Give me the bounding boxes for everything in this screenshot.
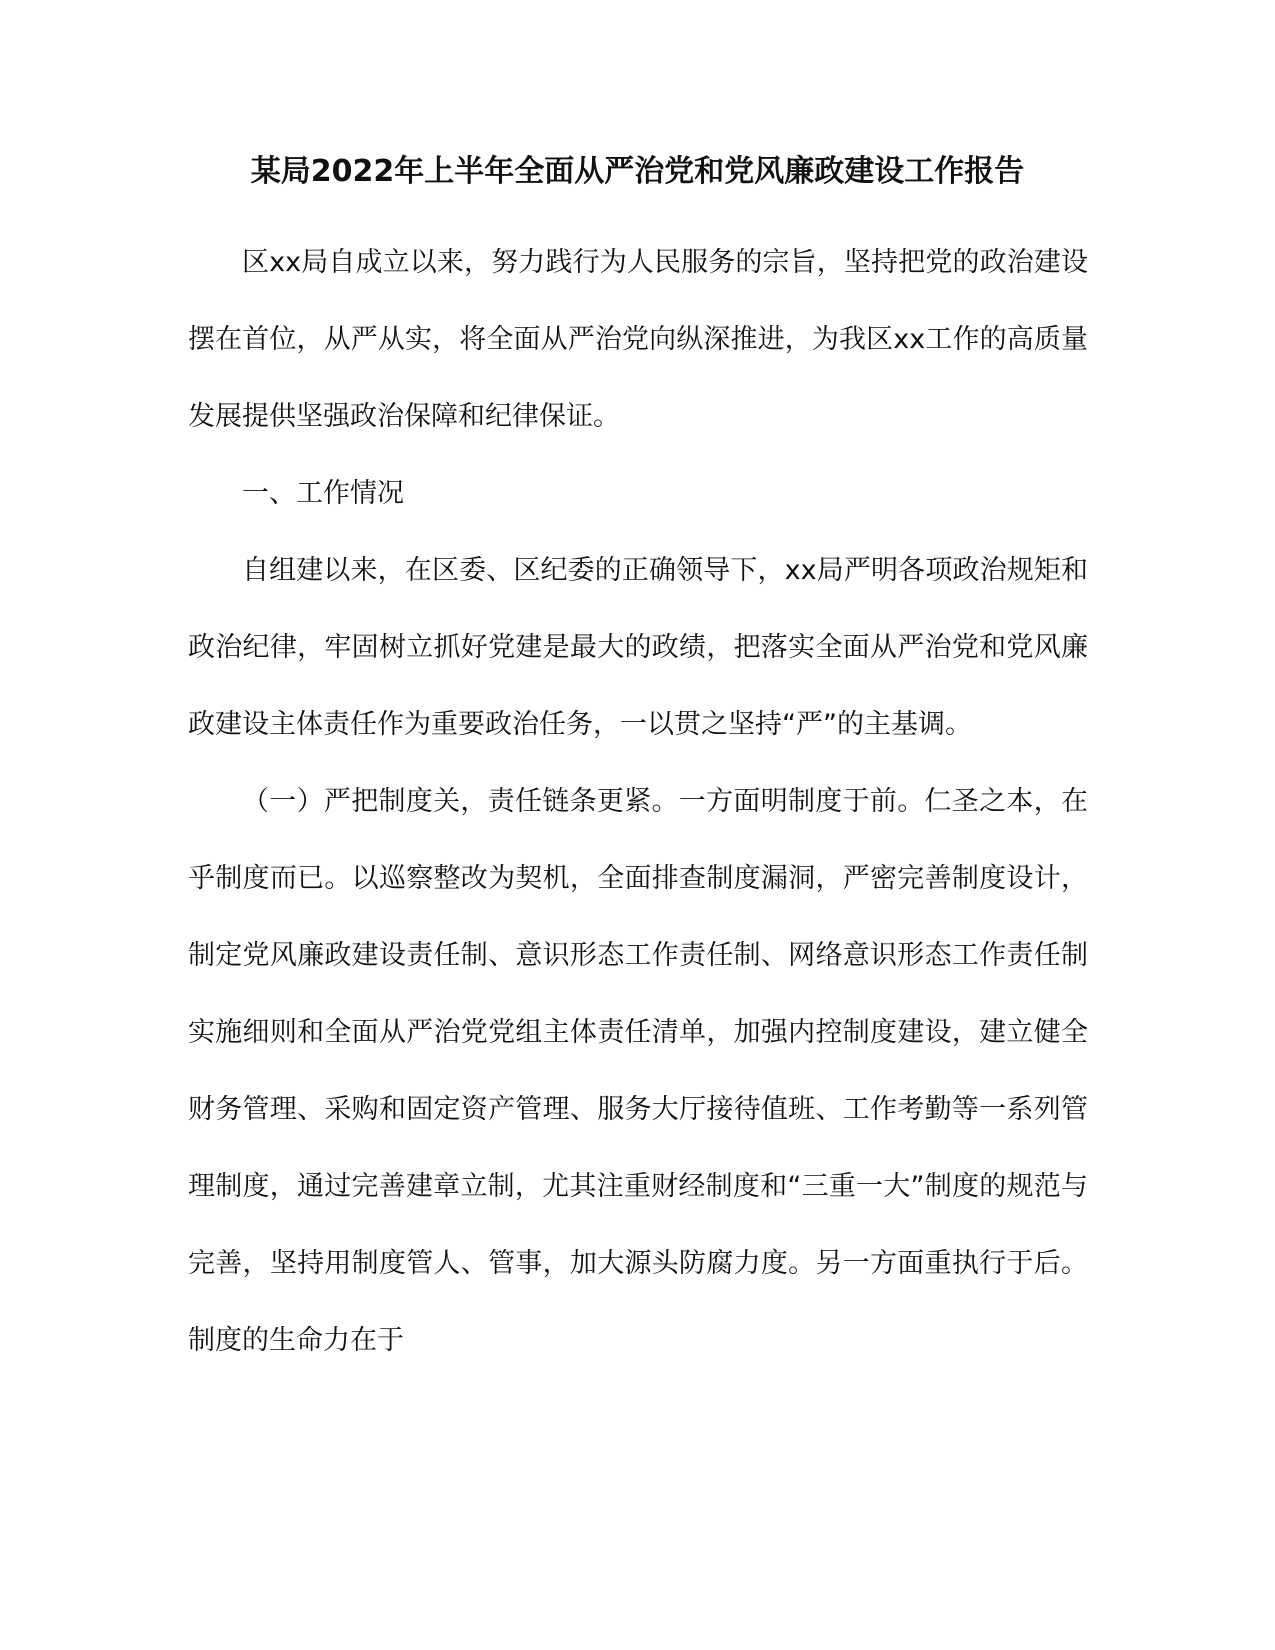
section-heading-work-status: 一、工作情况 [242,478,404,509]
document-title: 某局2022年上半年全面从严治党和党风廉政建设工作报告 [250,154,1025,189]
paragraph-subsection-1: （一）严把制度关，责任链条更紧。一方面明制度于前。仁圣之本，在乎制度而已。以巡察整改为契机，全面排查制度漏洞，严密完善制度设计，制定党风廉政建设责任制、意识形态工作责任制、网络意识形态工作责任制实施细则和全面从严治党党组主体责任清单，加强内控制度建设，建立健全财务管理、采购和固定资产管理、服务大厅接待值班、工作考勤等一系列管理制度，通过完善建章立制，尤其注重财经制度和“三重一大”制度的规范与完善，坚持用制度管人、管事，加大源头防腐力度。另一方面重执行于后。制度的生命力在于 [188,786,1088,1356]
paragraph-intro: 区xx局自成立以来，努力践行为人民服务的宗旨，坚持把党的政治建设摆在首位，从严从实，将全面从严治党向纵深推进，为我区xx工作的高质量发展提供坚强政治保障和纪律保证。 [188,247,1088,432]
document-body [188,224,1088,1379]
paragraph-work-status: 自组建以来，在区委、区纪委的正确领导下，xx局严明各项政治规矩和政治纪律，牢固树立抓好党建是最大的政绩，把落实全面从严治党和党风廉政建设主体责任作为重要政治任务，一以贯之坚持“严”的主基调。 [188,555,1088,740]
